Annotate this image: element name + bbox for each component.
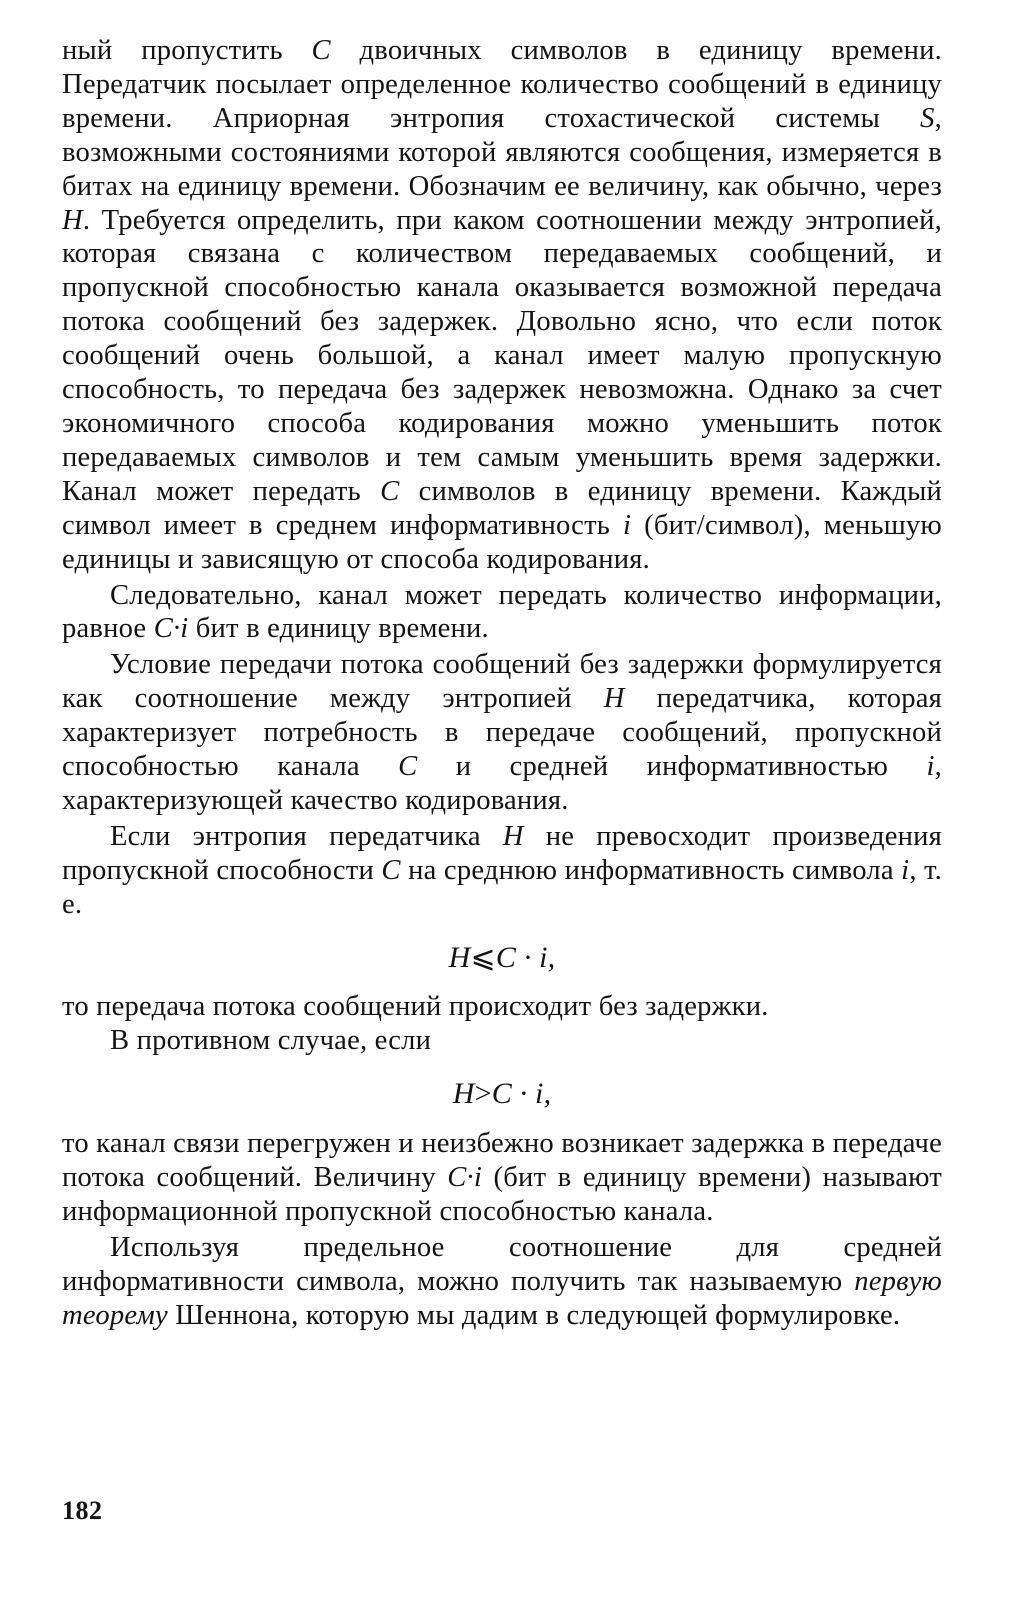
paragraph-5: то передача потока сообщений происходит без задержки.	[62, 991, 769, 1023]
page-number: 182	[62, 1496, 103, 1525]
formula-lhs: H	[452, 1077, 475, 1111]
symbol: C·i	[447, 1162, 483, 1194]
formula-inequality-gt	[62, 1077, 942, 1111]
symbol: C	[380, 475, 400, 507]
formula-inequality-le	[62, 941, 942, 975]
formula-lhs: H	[448, 940, 471, 974]
symbol: C·i	[153, 613, 189, 645]
paragraph-4: Если энтропия передатчика H не превосходит произведения пропускной способности C на среднюю информативность символа i, т. е.	[62, 820, 943, 920]
symbol: C	[381, 854, 401, 886]
paragraph-1: ный пропустить C двоичных символов в единицу времени. Передатчик посылает определенное количество сообщений в единицу времени. Априорная энтропия стохастической системы S, возможными состояниями которой являются сообщения, измеряется в битах на единицу времени. Обозначим ее величину, как обычно, через H. Требуется определить, при каком соотношении между энтропией, которая связана с количеством передаваемых сообщений, и пропускной способностью канала оказывается возможной передача потока сообщений без задержек. Довольно ясно, что если поток сообщений очень большой, а канал имеет малую пропускную способность, то передача без задержек невозможна. Однако за счет экономичного способа кодирования можно уменьшить поток передаваемых символов и тем самым уменьшить время задержки. Канал может передать C символов в единицу времени. Каждый символ имеет в среднем информативность i (бит/символ), меньшую единицы и зависящую от способа кодирования.	[62, 35, 942, 575]
symbol: H	[502, 820, 524, 852]
symbol: i	[926, 751, 935, 783]
paragraph-8: Используя предельное соотношение для средней информативности символа, можно получить так называемую первую теорему Шеннона, которую мы дадим в следующей формулировке.	[62, 1231, 942, 1331]
symbol: i	[901, 854, 910, 886]
emphasis-term: первую теорему	[62, 1265, 942, 1331]
symbol: H	[62, 204, 83, 236]
symbol: i	[623, 509, 632, 541]
paragraph-7: то канал связи перегружен и неизбежно возникает задержка в передаче потока сообщений. Величину C·i (бит в единицу времени) называют информационной пропускной способностью канала.	[62, 1128, 942, 1227]
formula-rhs: C · i,	[495, 940, 556, 974]
symbol: S	[920, 102, 935, 134]
paragraph-3: Условие передачи потока сообщений без задержки формулируется как соотношение между энтропией H передатчика, которая характеризует потребность в передаче сообщений, пропускной способностью канала C и средней информативностью i, характеризующей качество кодирования.	[62, 649, 943, 816]
page-body	[62, 34, 942, 1333]
symbol: H	[603, 683, 625, 715]
symbol: C	[398, 751, 418, 783]
paragraph-6: В противном случае, если	[110, 1025, 432, 1057]
formula-relation: >	[474, 1077, 492, 1111]
paragraph-2: Следовательно, канал может передать количество информации, равное C·i бит в единицу времени.	[62, 579, 942, 645]
symbol: C	[311, 35, 331, 66]
formula-rhs: C · i,	[491, 1077, 552, 1111]
formula-relation: ⩽	[470, 940, 496, 974]
